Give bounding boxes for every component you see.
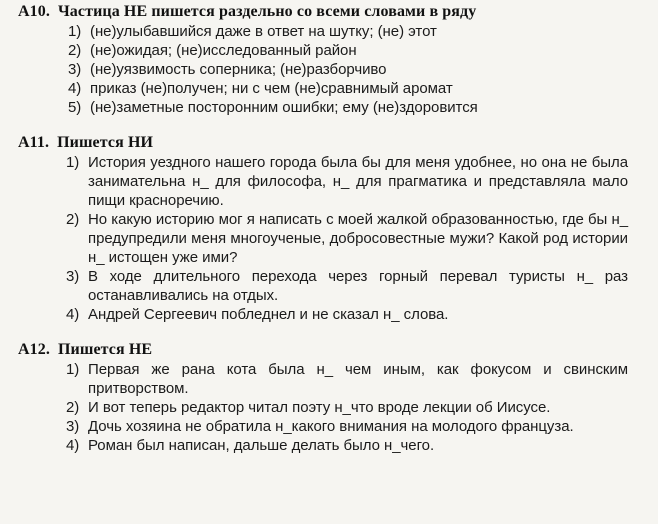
option-number: 2) [68,42,82,59]
task-title: Пишется НИ [57,134,154,151]
answer-option-2 [68,41,640,60]
option-number: 5) [68,99,82,116]
option-number: 4) [68,80,82,97]
option-text: Роман был написан, дальше делать было н_чего. [88,437,435,454]
answer-option-4 [68,79,640,98]
task-number: А12. [18,341,50,358]
task-header [18,133,640,152]
task-header [18,2,640,21]
answer-options [18,153,640,324]
option-text: (не)заметные посторонним ошибки; ему (не)здоровится [90,99,478,116]
option-number: 3) [68,61,82,78]
answer-option-5 [68,98,640,117]
option-number: 4) [66,306,80,323]
option-text: В ходе длительного перехода через горный перевал туристы н_ раз останавливались на отдых. [88,268,628,304]
option-text: (не)ожидая; (не)исследованный район [90,42,357,59]
option-text: (не)уязвимость соперника; (не)разборчиво [90,61,387,78]
option-text: Дочь хозяина не обратила н_какого внимания на молодого француза. [88,418,574,435]
option-number: 2) [66,211,80,228]
option-number: 1) [68,23,82,40]
option-text: приказ (не)получен; ни с чем (не)сравнимый аромат [90,80,453,97]
task-title: Частица НЕ пишется раздельно со всеми словами в ряду [57,3,477,20]
task-a12 [18,340,640,455]
task-a11 [18,133,640,324]
task-title: Пишется НЕ [57,341,153,358]
answer-option-1 [66,360,628,398]
answer-option-2 [66,398,628,417]
answer-option-3 [66,267,628,305]
answer-option-1 [68,22,640,41]
answer-option-2 [66,210,628,267]
option-text: (не)улыбавшийся даже в ответ на шутку; (не) этот [90,23,437,40]
answer-options [18,22,640,117]
answer-option-4 [66,436,628,455]
option-number: 1) [66,154,80,171]
option-number: 4) [66,437,80,454]
option-text: Андрей Сергеевич побледнел и не сказал н_ слова. [88,306,449,323]
option-text: Но какую историю мог я написать с моей жалкой образованностью, где бы н_ предупредили меня многоученые, добросовестные мужи? Какой род истории н_ истощен уже ими? [88,211,628,266]
task-a10 [18,2,640,117]
option-number: 3) [66,418,80,435]
task-header [18,340,640,359]
answer-option-1 [66,153,628,210]
option-text: Первая же рана кота была н_ чем иным, как фокусом и свинским притворством. [88,361,628,397]
task-number: А11. [18,134,50,151]
option-text: История уездного нашего города была бы для меня удобнее, но она не была занимательна н_ для философа, н_ для прагматика и представляла мало пищи красноречию. [88,154,628,209]
answer-option-3 [68,60,640,79]
option-text: И вот теперь редактор читал поэту н_что вроде лекции об Иисусе. [88,399,551,416]
option-number: 2) [66,399,80,416]
answer-option-3 [66,417,628,436]
option-number: 3) [66,268,80,285]
answer-options [18,360,640,455]
task-number: А10. [18,3,50,20]
answer-option-4 [66,305,628,324]
option-number: 1) [66,361,80,378]
